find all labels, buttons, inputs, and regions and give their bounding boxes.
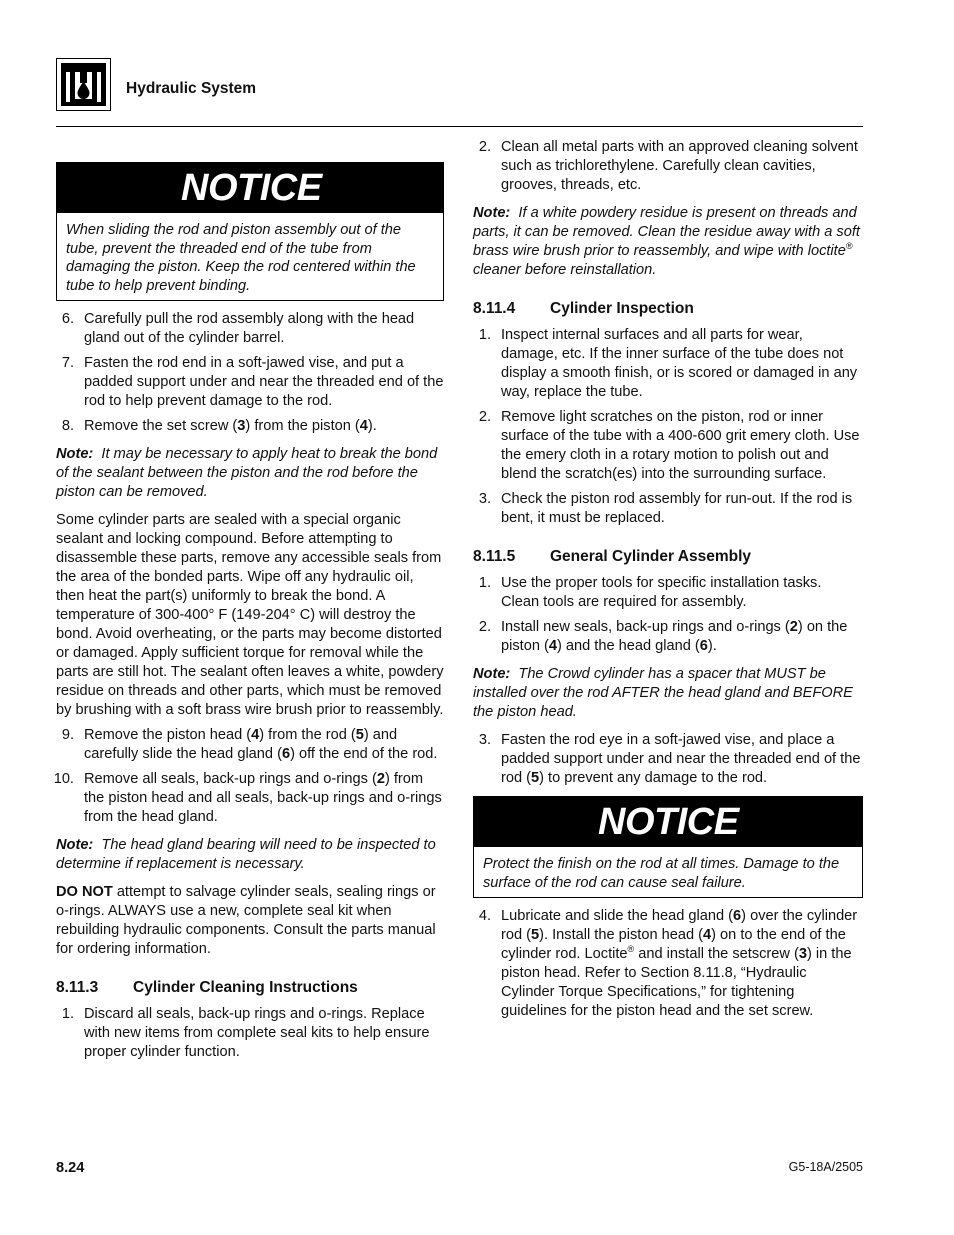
inspection-step-2: 2. Remove light scratches on the piston, rod or inner surface of the tube with a 400-600 grit emery cloth. Use the emery cloth in a rotary motion to polish out and blend the scratch(es) into the surrounding surface. <box>478 409 860 482</box>
note-residue: Note: If a white powdery residue is present on threads and parts, it can be removed. Clean the residue away with a soft brass wire brush prior to reassembly, and wipe with loctite® cleaner before reinstallation. <box>473 205 860 278</box>
note-crowd-cylinder: Note: The Crowd cylinder has a spacer that MUST be installed over the rod AFTER the head gland and BEFORE the piston head. <box>473 666 853 720</box>
notice-box <box>56 162 444 301</box>
cleaning-step-2: 2. Clean all metal parts with an approved cleaning solvent such as trichlorethylene. Carefully clean cavities, grooves, threads, etc. <box>478 139 858 193</box>
cleaning-step-1: 1. Discard all seals, back-up rings and o-rings. Replace with new items from complete seal kits to help ensure proper cylinder function. <box>61 1006 430 1060</box>
paragraph-do-not: DO NOT attempt to salvage cylinder seals, sealing rings or o-rings. ALWAYS use a new, complete seal kit when rebuilding hydraulic components. Consult the parts manual for ordering information. <box>56 884 436 957</box>
assembly-steps-3 <box>473 907 863 1021</box>
assembly-step-2: 2. Install new seals, back-up rings and o-rings (2) on the piston (4) and the head gland (6). <box>478 619 848 654</box>
notice-title: NOTICE <box>57 163 443 213</box>
section-8-11-3-heading: 8.11.3 Cylinder Cleaning Instructions <box>56 979 358 996</box>
assembly-step-3: 3. Fasten the rod eye in a soft-jawed vise, and place a padded support under and near the threaded end of the rod (5) to prevent any damage to the rod. <box>478 732 861 786</box>
header-section-title: Hydraulic System <box>126 80 257 97</box>
assembly-steps <box>473 574 863 656</box>
notice-box-rod <box>473 796 863 898</box>
paragraph-sealant: Some cylinder parts are sealed with a special organic sealant and locking compound. Before attempting to disassemble these parts, remove any accessible seals from the area of the bonded parts. Wipe off any hydraulic oil, then heat the part(s) uniformly to break the bond. A temperature of 300-400° F (149-204° C) will destroy the bond. Avoid overheating, or the parts may become distorted or damaged. Apply sufficient torque for removal while the parts are still hot. The sealant often leaves a white, powdery residue on threads and other parts, which must be removed by brushing with a soft brass wire brush prior to reassembly. <box>56 512 444 718</box>
section-8-11-4-heading: 8.11.4 Cylinder Inspection <box>473 300 694 317</box>
note-head-gland: Note: The head gland bearing will need to be inspected to determine if replacement is necessary. <box>56 837 436 872</box>
right-column <box>473 138 863 1021</box>
assembly-steps-2 <box>473 731 863 788</box>
assembly-step-1: 1. Use the proper tools for specific installation tasks. Clean tools are required for assembly. <box>478 575 822 610</box>
left-column <box>53 138 444 1062</box>
note-heat: Note: It may be necessary to apply heat to break the bond of the sealant between the piston and the rod before the piston can be removed. <box>56 446 438 500</box>
cleaning-steps-2 <box>473 138 863 195</box>
notice-text: When sliding the rod and piston assembly out of the tube, prevent the threaded end of the tube from damaging the piston. Keep the rod centered within the tube to help prevent binding. <box>66 222 416 294</box>
notice-title-rod: NOTICE <box>474 797 862 847</box>
notice-text-rod: Protect the finish on the rod at all times. Damage to the surface of the rod can cause seal failure. <box>483 856 840 891</box>
cleaning-steps <box>56 1005 444 1062</box>
step-7: 7. Fasten the rod end in a soft-jawed vise, and put a padded support under and near the threaded end of the rod to help prevent damage to the rod. <box>61 355 444 409</box>
document-code: G5-18A/2505 <box>788 1160 863 1174</box>
inspection-step-1: 1. Inspect internal surfaces and all parts for wear, damage, etc. If the inner surface of the tube does not display a smooth finish, or is scored or damaged in any way, replace the tube. <box>478 327 858 400</box>
section-8-11-5-heading: 8.11.5 General Cylinder Assembly <box>473 548 752 565</box>
page-number: 8.24 <box>56 1160 85 1176</box>
step-6: 6. Carefully pull the rod assembly along with the head gland out of the cylinder barrel. <box>61 311 415 346</box>
assembly-step-4: 4. Lubricate and slide the head gland (6) over the cylinder rod (5). Install the piston head (4) on to the end of the cylinder rod. Loctite® and install the setscrew (3) in the piston head. Refer to Section 8.11.8, “Hydraulic Cylinder Torque Specifications,” for tightening guidelines for the piston head and the set screw. <box>478 908 858 1019</box>
header-divider <box>56 126 863 127</box>
disassembly-steps <box>56 310 444 436</box>
step-10: 10. Remove all seals, back-up rings and o-rings (2) from the piston head and all seals, back-up rings and o-rings from the head gland. <box>53 771 442 825</box>
inspection-step-3: 3. Check the piston rod assembly for run-out. If the rod is bent, it must be replaced. <box>478 491 853 526</box>
step-8: 8. Remove the set screw (3) from the piston (4). <box>61 418 377 434</box>
disassembly-steps-2 <box>53 726 444 827</box>
hydraulic-cylinder-icon <box>56 58 111 111</box>
inspection-steps <box>473 326 863 528</box>
step-9: 9. Remove the piston head (4) from the rod (5) and carefully slide the head gland (6) off the end of the rod. <box>61 727 438 762</box>
